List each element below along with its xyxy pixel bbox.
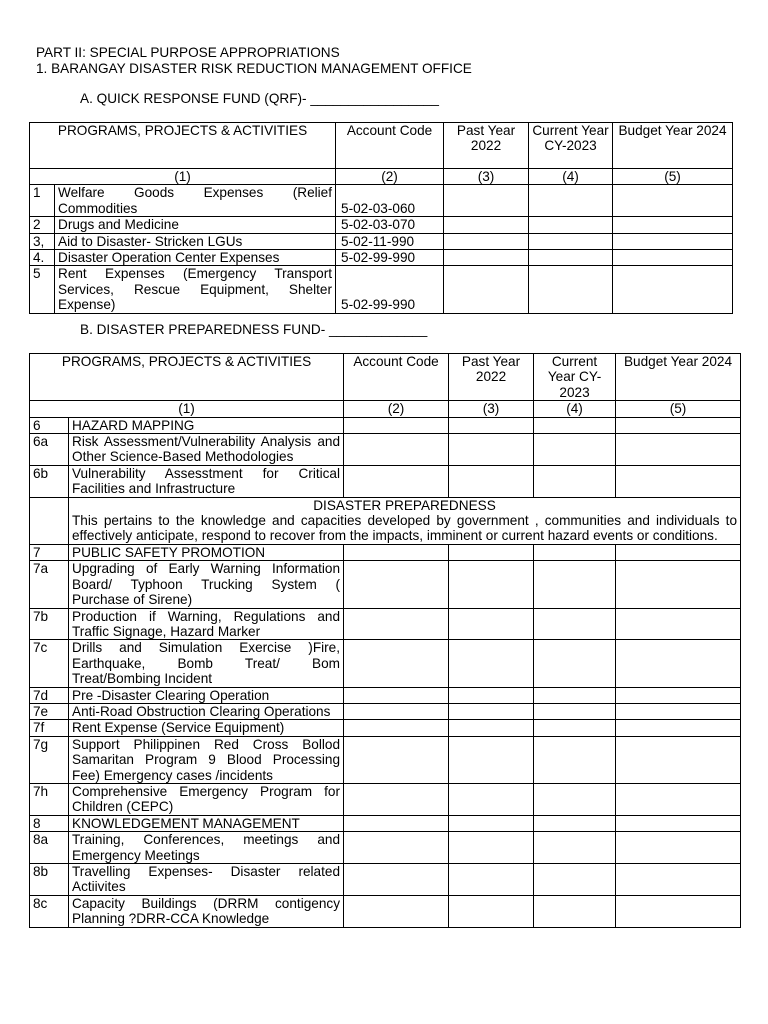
row-description: HAZARD MAPPING xyxy=(69,417,344,433)
row-number: 8a xyxy=(30,832,69,864)
part-heading: PART II: SPECIAL PURPOSE APPROPRIATIONS xyxy=(36,45,340,60)
table-row xyxy=(30,720,741,736)
table-row xyxy=(30,434,741,466)
row-description-line: Welfare Goods Expenses (Relief xyxy=(58,185,333,201)
qrf-header-row xyxy=(30,123,733,169)
account-code: 5-02-99-990 xyxy=(336,250,444,266)
table-row xyxy=(30,815,741,831)
account-code: 5-02-03-060 xyxy=(336,185,444,217)
past-year-cell xyxy=(449,864,534,896)
table-row xyxy=(30,417,741,433)
row-number: 4. xyxy=(30,250,55,266)
budget-year-cell xyxy=(616,720,741,736)
qrf-number-budget: (5) xyxy=(613,169,733,185)
past-year-cell xyxy=(444,233,529,249)
table-row xyxy=(30,217,733,233)
row-description: PUBLIC SAFETY PROMOTION xyxy=(69,544,344,560)
account-code xyxy=(344,895,449,927)
past-year-cell xyxy=(449,687,534,703)
table-row xyxy=(30,250,733,266)
account-code xyxy=(344,815,449,831)
past-year-cell xyxy=(449,640,534,687)
current-year-cell xyxy=(534,608,616,640)
row-description: Training, Conferences, meetings and Emergency Meetings xyxy=(69,832,344,864)
table-row xyxy=(30,687,741,703)
row-description: Comprehensive Emergency Program for Children (CEPC) xyxy=(69,783,344,815)
dpf-header-past: Past Year 2022 xyxy=(449,354,534,401)
row-number: 6b xyxy=(30,465,69,497)
table-row xyxy=(30,465,741,497)
row-description-line: Commodities xyxy=(58,200,138,216)
row-number: 7c xyxy=(30,640,69,687)
row-number: 8c xyxy=(30,895,69,927)
qrf-number-ppa: (1) xyxy=(30,169,336,185)
qrf-number-current: (4) xyxy=(529,169,613,185)
table-row xyxy=(30,736,741,783)
row-description: Rent Expenses (Emergency Transport Services, Rescue Equipment, Shelter Expense) xyxy=(55,266,336,313)
budget-year-cell xyxy=(616,815,741,831)
row-number: 8b xyxy=(30,864,69,896)
account-code xyxy=(344,544,449,560)
past-year-cell xyxy=(449,895,534,927)
row-number: 6a xyxy=(30,434,69,466)
current-year-cell xyxy=(534,544,616,560)
qrf-header-current: Current Year CY-2023 xyxy=(529,123,613,169)
dpf-number-current: (4) xyxy=(534,401,616,417)
row-description: Risk Assessment/Vulnerability Analysis and Other Science-Based Methodologies xyxy=(69,434,344,466)
row-description: Travelling Expenses- Disaster related Actiivites xyxy=(69,864,344,896)
office-heading: 1. BARANGAY DISASTER RISK REDUCTION MANAGEMENT OFFICE xyxy=(36,61,472,76)
budget-year-cell xyxy=(616,561,741,608)
dpf-number-ppa: (1) xyxy=(30,401,344,417)
qrf-table xyxy=(29,122,733,314)
account-code xyxy=(344,703,449,719)
row-description: Support Philippinen Red Cross Bollod Samaritan Program 9 Blood Processing Fee) Emergency cases /incidents xyxy=(69,736,344,783)
past-year-cell xyxy=(449,417,534,433)
note-text: This pertains to the knowledge and capacities developed by government , communities and individuals to effectively anticipate, respond to recover from the impacts, imminent or current hazard events or conditions. xyxy=(72,513,738,544)
account-code xyxy=(344,465,449,497)
qrf-header-budget: Budget Year 2024 xyxy=(613,123,733,169)
current-year-cell xyxy=(534,640,616,687)
account-code xyxy=(344,864,449,896)
budget-year-cell xyxy=(616,640,741,687)
current-year-cell xyxy=(534,815,616,831)
account-code: 5-02-11-990 xyxy=(336,233,444,249)
past-year-cell xyxy=(444,185,529,217)
row-number: 2 xyxy=(30,217,55,233)
row-description: Anti-Road Obstruction Clearing Operations xyxy=(69,703,344,719)
dpf-title: B. DISASTER PREPAREDNESS FUND- _____________ xyxy=(80,322,428,337)
table-row xyxy=(30,266,733,313)
qrf-title: A. QUICK RESPONSE FUND (QRF)- _________________ xyxy=(80,91,439,106)
row-description: Capacity Buildings (DRRM contigency Planning ?DRR-CCA Knowledge xyxy=(69,895,344,927)
budget-year-cell xyxy=(613,250,733,266)
past-year-cell xyxy=(444,266,529,313)
budget-year-cell xyxy=(613,233,733,249)
current-year-cell xyxy=(529,217,613,233)
account-code xyxy=(344,736,449,783)
current-year-cell xyxy=(534,783,616,815)
qrf-number-row xyxy=(30,169,733,185)
row-number: 6 xyxy=(30,417,69,433)
row-number: 5 xyxy=(30,266,55,313)
row-number: 7e xyxy=(30,703,69,719)
budget-year-cell xyxy=(616,608,741,640)
row-description: Drills and Simulation Exercise )Fire, Earthquake, Bomb Treat/ Bom Treat/Bombing Incident xyxy=(69,640,344,687)
budget-year-cell xyxy=(616,687,741,703)
account-code xyxy=(344,640,449,687)
row-number: 8 xyxy=(30,815,69,831)
row-number: 7d xyxy=(30,687,69,703)
table-row xyxy=(30,895,741,927)
current-year-cell xyxy=(534,687,616,703)
account-code xyxy=(344,434,449,466)
table-row xyxy=(30,608,741,640)
row-description: Pre -Disaster Clearing Operation xyxy=(69,687,344,703)
current-year-cell xyxy=(529,185,613,217)
row-description: Vulnerability Assesstment for Critical Facilities and Infrastructure xyxy=(69,465,344,497)
current-year-cell xyxy=(534,864,616,896)
current-year-cell xyxy=(529,266,613,313)
row-number: 7g xyxy=(30,736,69,783)
dpf-header-row xyxy=(30,354,741,401)
budget-year-cell xyxy=(613,185,733,217)
account-code xyxy=(344,832,449,864)
table-row xyxy=(30,832,741,864)
past-year-cell xyxy=(449,465,534,497)
past-year-cell xyxy=(449,561,534,608)
row-description: Disaster Operation Center Expenses xyxy=(55,250,336,266)
table-row xyxy=(30,185,733,217)
dpf-number-account: (2) xyxy=(344,401,449,417)
past-year-cell xyxy=(449,544,534,560)
current-year-cell xyxy=(534,703,616,719)
dpf-header-current: Current Year CY-2023 xyxy=(534,354,616,401)
row-number: 3, xyxy=(30,233,55,249)
budget-year-cell xyxy=(616,465,741,497)
current-year-cell xyxy=(534,736,616,783)
past-year-cell xyxy=(449,434,534,466)
past-year-cell xyxy=(449,815,534,831)
past-year-cell xyxy=(444,250,529,266)
row-number: 7 xyxy=(30,544,69,560)
row-description xyxy=(55,185,336,217)
row-description: Rent Expense (Service Equipment) xyxy=(69,720,344,736)
budget-year-cell xyxy=(616,417,741,433)
qrf-number-account: (2) xyxy=(336,169,444,185)
current-year-cell xyxy=(534,417,616,433)
past-year-cell xyxy=(449,608,534,640)
budget-year-cell xyxy=(616,895,741,927)
qrf-header-ppa: PROGRAMS, PROJECTS & ACTIVITIES xyxy=(30,123,336,169)
budget-year-cell xyxy=(616,736,741,783)
budget-year-cell xyxy=(616,434,741,466)
account-code xyxy=(344,608,449,640)
account-code xyxy=(344,720,449,736)
budget-year-cell xyxy=(616,703,741,719)
past-year-cell xyxy=(449,736,534,783)
dpf-table xyxy=(29,353,741,928)
disaster-preparedness-note xyxy=(69,497,741,544)
budget-year-cell xyxy=(613,217,733,233)
past-year-cell xyxy=(449,720,534,736)
current-year-cell xyxy=(534,561,616,608)
row-number xyxy=(30,497,69,544)
budget-year-cell xyxy=(616,544,741,560)
current-year-cell xyxy=(534,832,616,864)
dpf-number-past: (3) xyxy=(449,401,534,417)
dpf-header-account: Account Code xyxy=(344,354,449,401)
budget-year-cell xyxy=(616,832,741,864)
account-code: 5-02-03-070 xyxy=(336,217,444,233)
current-year-cell xyxy=(534,465,616,497)
budget-year-cell xyxy=(613,266,733,313)
table-row xyxy=(30,640,741,687)
table-row xyxy=(30,233,733,249)
row-number: 7f xyxy=(30,720,69,736)
dpf-number-row xyxy=(30,401,741,417)
budget-year-cell xyxy=(616,783,741,815)
current-year-cell xyxy=(534,434,616,466)
current-year-cell xyxy=(529,250,613,266)
qrf-number-past: (3) xyxy=(444,169,529,185)
qrf-header-past: Past Year 2022 xyxy=(444,123,529,169)
row-number: 1 xyxy=(30,185,55,217)
current-year-cell xyxy=(534,895,616,927)
current-year-cell xyxy=(529,233,613,249)
row-description: Production if Warning, Regulations and Traffic Signage, Hazard Marker xyxy=(69,608,344,640)
table-row xyxy=(30,561,741,608)
qrf-header-account: Account Code xyxy=(336,123,444,169)
dpf-header-budget: Budget Year 2024 xyxy=(616,354,741,401)
table-row xyxy=(30,783,741,815)
row-description: Drugs and Medicine xyxy=(55,217,336,233)
row-number: 7h xyxy=(30,783,69,815)
account-code xyxy=(344,783,449,815)
table-row xyxy=(30,864,741,896)
budget-year-cell xyxy=(616,864,741,896)
past-year-cell xyxy=(444,217,529,233)
note-title: DISASTER PREPAREDNESS xyxy=(313,497,496,513)
dpf-number-budget: (5) xyxy=(616,401,741,417)
account-code xyxy=(344,561,449,608)
row-number: 7a xyxy=(30,561,69,608)
row-number: 7b xyxy=(30,608,69,640)
account-code xyxy=(344,687,449,703)
disaster-preparedness-note-row xyxy=(30,497,741,544)
table-row xyxy=(30,703,741,719)
row-description: Aid to Disaster- Stricken LGUs xyxy=(55,233,336,249)
row-description: Upgrading of Early Warning Information Board/ Typhoon Trucking System ( Purchase of Sirene) xyxy=(69,561,344,608)
table-row xyxy=(30,544,741,560)
dpf-header-ppa: PROGRAMS, PROJECTS & ACTIVITIES xyxy=(30,354,344,401)
account-code: 5-02-99-990 xyxy=(336,266,444,313)
past-year-cell xyxy=(449,783,534,815)
row-description: KNOWLEDGEMENT MANAGEMENT xyxy=(69,815,344,831)
account-code xyxy=(344,417,449,433)
past-year-cell xyxy=(449,703,534,719)
past-year-cell xyxy=(449,832,534,864)
current-year-cell xyxy=(534,720,616,736)
